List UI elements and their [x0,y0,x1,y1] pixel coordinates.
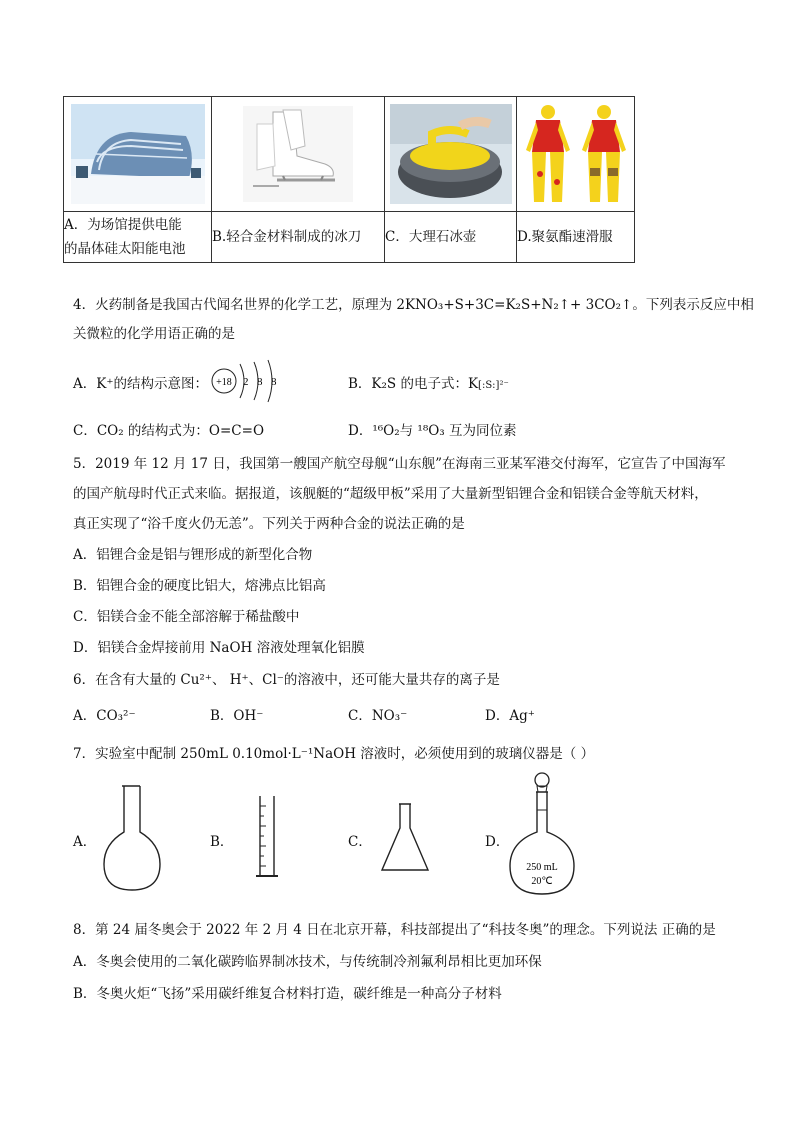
curling-stone-image [390,104,512,204]
q7-option-a: A． [73,834,97,850]
q5-option-d: D．铝镁合金焊接前用 NaOH 溶液处理氧化铝膜 [73,640,365,656]
q4-stem-line1: 4．火药制备是我国古代闻名世界的化学工艺，原理为 2KNO₃+S+3C=K₂S+N₂↑+ 3CO₂↑。下列表示反应中相 [73,297,754,313]
q6-stem: 6．在含有大量的 Cu²⁺、 H⁺、Cl⁻的溶液中，还可能大量共存的离子是 [73,672,500,688]
shell-1: 2 [243,376,249,388]
q3-options-table [63,96,635,263]
q3-option-d: D.聚氨酯速滑服 [517,212,635,263]
q7-option-d: D． [485,834,510,850]
flask-volume-label: 250 mL [526,862,558,873]
round-bottom-flask-icon [100,782,170,894]
graduated-cylinder-icon [252,792,282,884]
q5-option-c: C．铝镁合金不能全部溶解于稀盐酸中 [73,609,300,625]
q4-stem-line2: 关微粒的化学用语正确的是 [73,326,235,342]
volumetric-flask-icon [504,770,580,900]
speed-suit-image [520,102,632,206]
q7-stem: 7．实验室中配制 250mL 0.10mol·L⁻¹NaOH 溶液时，必须使用到的玻璃仪器是（ ） [73,746,595,762]
q6-option-b: B．OH⁻ [210,708,264,724]
q4-option-b-formula: [:S:]²⁻ [478,380,509,391]
q4-option-c: C．CO₂ 的结构式为：O=C=O [73,423,265,439]
shell-2: 8 [257,376,263,388]
q3-option-a [64,212,212,263]
q3-image-cell-d [517,97,635,212]
q4-option-a: A．K⁺的结构示意图： [73,376,208,392]
q8-option-a: A．冬奥会使用的二氧化碳跨临界制冰技术，与传统制冷剂氟利昂相比更加环保 [73,954,542,970]
shell-3: 8 [271,376,277,388]
q3-option-c: C．大理石冰壶 [385,212,517,263]
q3-option-a-line1: A．为场馆提供电能 [64,217,182,233]
ice-skate-image [243,106,353,202]
stadium-image [71,104,205,204]
conical-flask-icon [378,802,432,874]
q3-option-b: B.轻合金材料制成的冰刀 [212,212,385,263]
q3-image-cell-a [64,97,212,212]
q3-image-cell-c [385,97,517,212]
q5-option-b: B．铝锂合金的硬度比铝大，熔沸点比铝高 [73,578,326,594]
q5-stem-line1: 5．2019 年 12 月 17 日，我国第一艘国产航空母舰“山东舰”在海南三亚某军港交付海军，它宣告了中国海军 [73,456,726,472]
q8-option-b: B．冬奥火炬“飞扬”采用碳纤维复合材料打造，碳纤维是一种高分子材料 [73,986,502,1002]
q3-option-a-line2: 的晶体硅太阳能电池 [64,241,186,257]
q6-option-c: C．NO₃⁻ [348,708,408,724]
q4-option-b-text: B．K₂S 的电子式：K [348,376,479,392]
q5-stem-line3: 真正实现了“浴千度火仍无恙”。下列关于两种合金的说法正确的是 [73,516,465,532]
q7-option-c: C． [348,834,372,850]
nucleus-charge: +18 [216,377,232,388]
q4-option-d: D．¹⁶O₂与 ¹⁸O₃ 互为同位素 [348,423,517,439]
q8-stem: 8．第 24 届冬奥会于 2022 年 2 月 4 日在北京开幕，科技部提出了“科技冬奥”的理念。下列说法 正确的是 [73,922,716,938]
q5-option-a: A．铝锂合金是铝与锂形成的新型化合物 [73,547,313,563]
q6-option-d: D．Ag⁺ [485,708,535,724]
q6-option-a: A．CO₃²⁻ [73,708,136,724]
q7-option-b: B． [210,834,234,850]
flask-temperature-label: 20℃ [531,876,553,887]
k-ion-structure-diagram [210,358,282,404]
q4-option-b [348,372,509,392]
q5-stem-line2: 的国产航母时代正式来临。据报道，该舰艇的“超级甲板”采用了大量新型铝锂合金和铝镁合金等航天材料， [73,486,708,502]
q3-image-cell-b [212,97,385,212]
